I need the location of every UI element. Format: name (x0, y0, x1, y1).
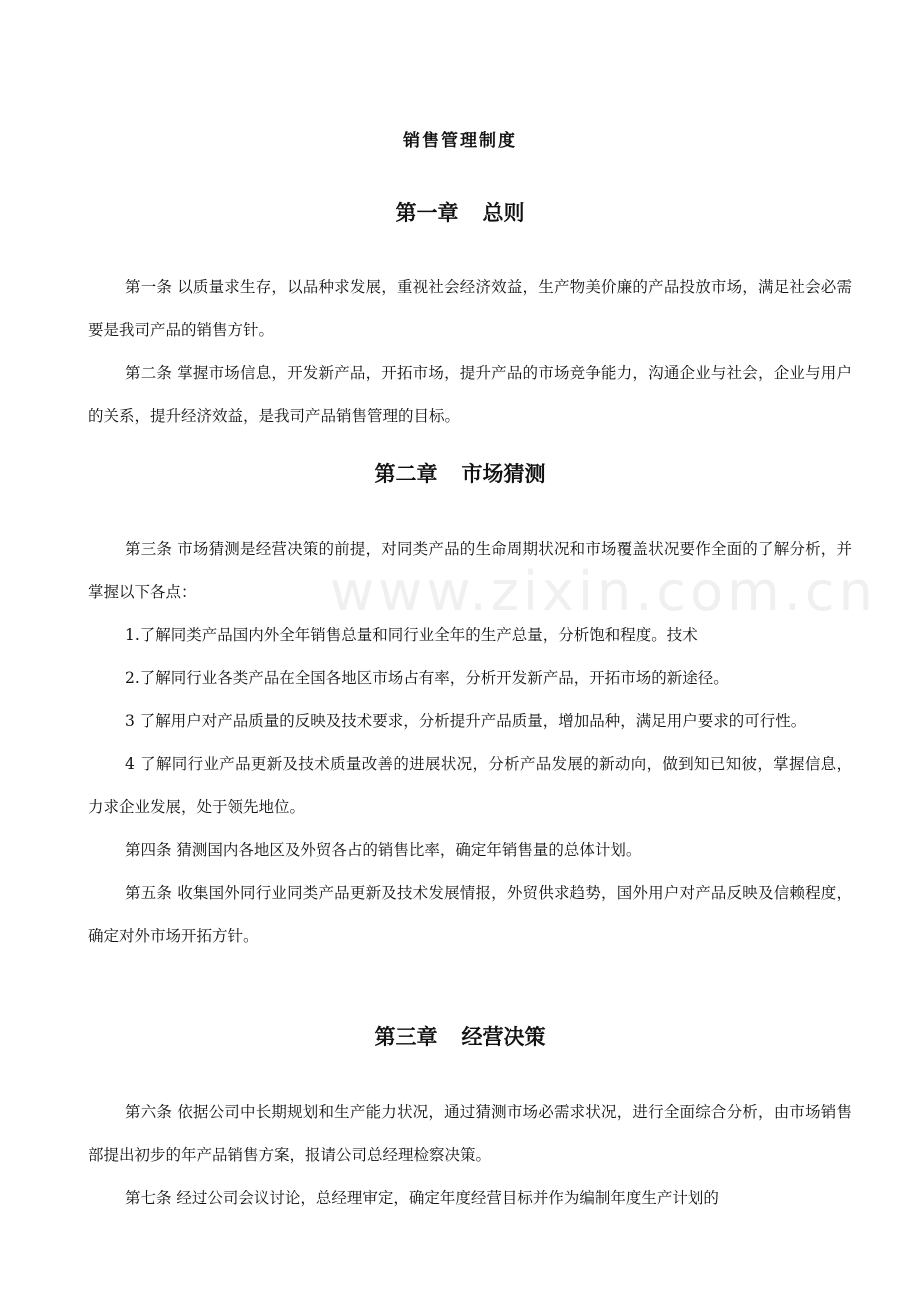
chapter-2-title: 市场猜测 (461, 462, 546, 486)
article-6: 第六条 依据公司中长期规划和生产能力状况，通过猜测市场必需求状况，进行全面综合分析，由市场销售部提出初步的年产品销售方案，报请公司总经理检察决策。 (88, 1103, 852, 1164)
article-3: 第三条 市场猜测是经营决策的前提，对同类产品的生命周期状况和市场覆盖状况要作全面的了解分析，并掌握以下各点： (88, 540, 852, 601)
article-4: 第四条 猜测国内各地区及外贸各占的销售比率，确定年销售量的总体计划。 (125, 841, 642, 859)
chapter-2-label: 第二章 (374, 462, 438, 486)
chapter-3-heading (0, 1022, 920, 1052)
chapter-1-title: 总则 (482, 201, 525, 225)
article-5: 第五条 收集国外同行业同类产品更新及技术发展情报，外贸供求趋势，国外用户对产品反映及信赖程度，确定对外市场开拓方针。 (88, 884, 852, 945)
list-item-1: 1.了解同类产品国内外全年销售总量和同行业全年的生产总量，分析饱和程度。技术 (125, 626, 698, 644)
chapter-1-label: 第一章 (395, 201, 459, 225)
article-2: 第二条 掌握市场信息，开发新产品，开拓市场，提升产品的市场竞争能力，沟通企业与社会，企业与用户的关系，提升经济效益，是我司产品销售管理的目标。 (88, 364, 852, 425)
chapter-3-title: 经营决策 (461, 1025, 546, 1049)
document-title: 销售管理制度 (403, 131, 517, 151)
chapter-1-body (88, 266, 852, 438)
watermark: www.zixin.com.cn (330, 560, 877, 623)
list-item-2: 2.了解同行业各类产品在全国各地区市场占有率，分析开发新产品，开拓市场的新途径。 (125, 669, 729, 687)
chapter-1-heading (0, 198, 920, 228)
article-1: 第一条 以质量求生存，以品种求发展，重视社会经济效益，生产物美价廉的产品投放市场，满足社会必需要是我司产品的销售方针。 (88, 278, 852, 339)
chapter-2-body (88, 528, 852, 958)
list-item-4: 4 了解同行业产品更新及技术质量改善的进展状况，分析产品发展的新动向，做到知已知彼，掌握信息，力求企业发展，处于领先地位。 (88, 755, 852, 816)
chapter-3-label: 第三章 (374, 1025, 438, 1049)
article-7: 第七条 经过公司会议讨论，总经理审定，确定年度经营目标并作为编制年度生产计划的 (125, 1189, 719, 1207)
list-item-3: 3 了解用户对产品质量的反映及技术要求，分析提升产品质量，增加品种，满足用户要求的可行性。 (125, 712, 807, 730)
chapter-3-body (88, 1091, 852, 1220)
chapter-2-heading (0, 459, 920, 489)
